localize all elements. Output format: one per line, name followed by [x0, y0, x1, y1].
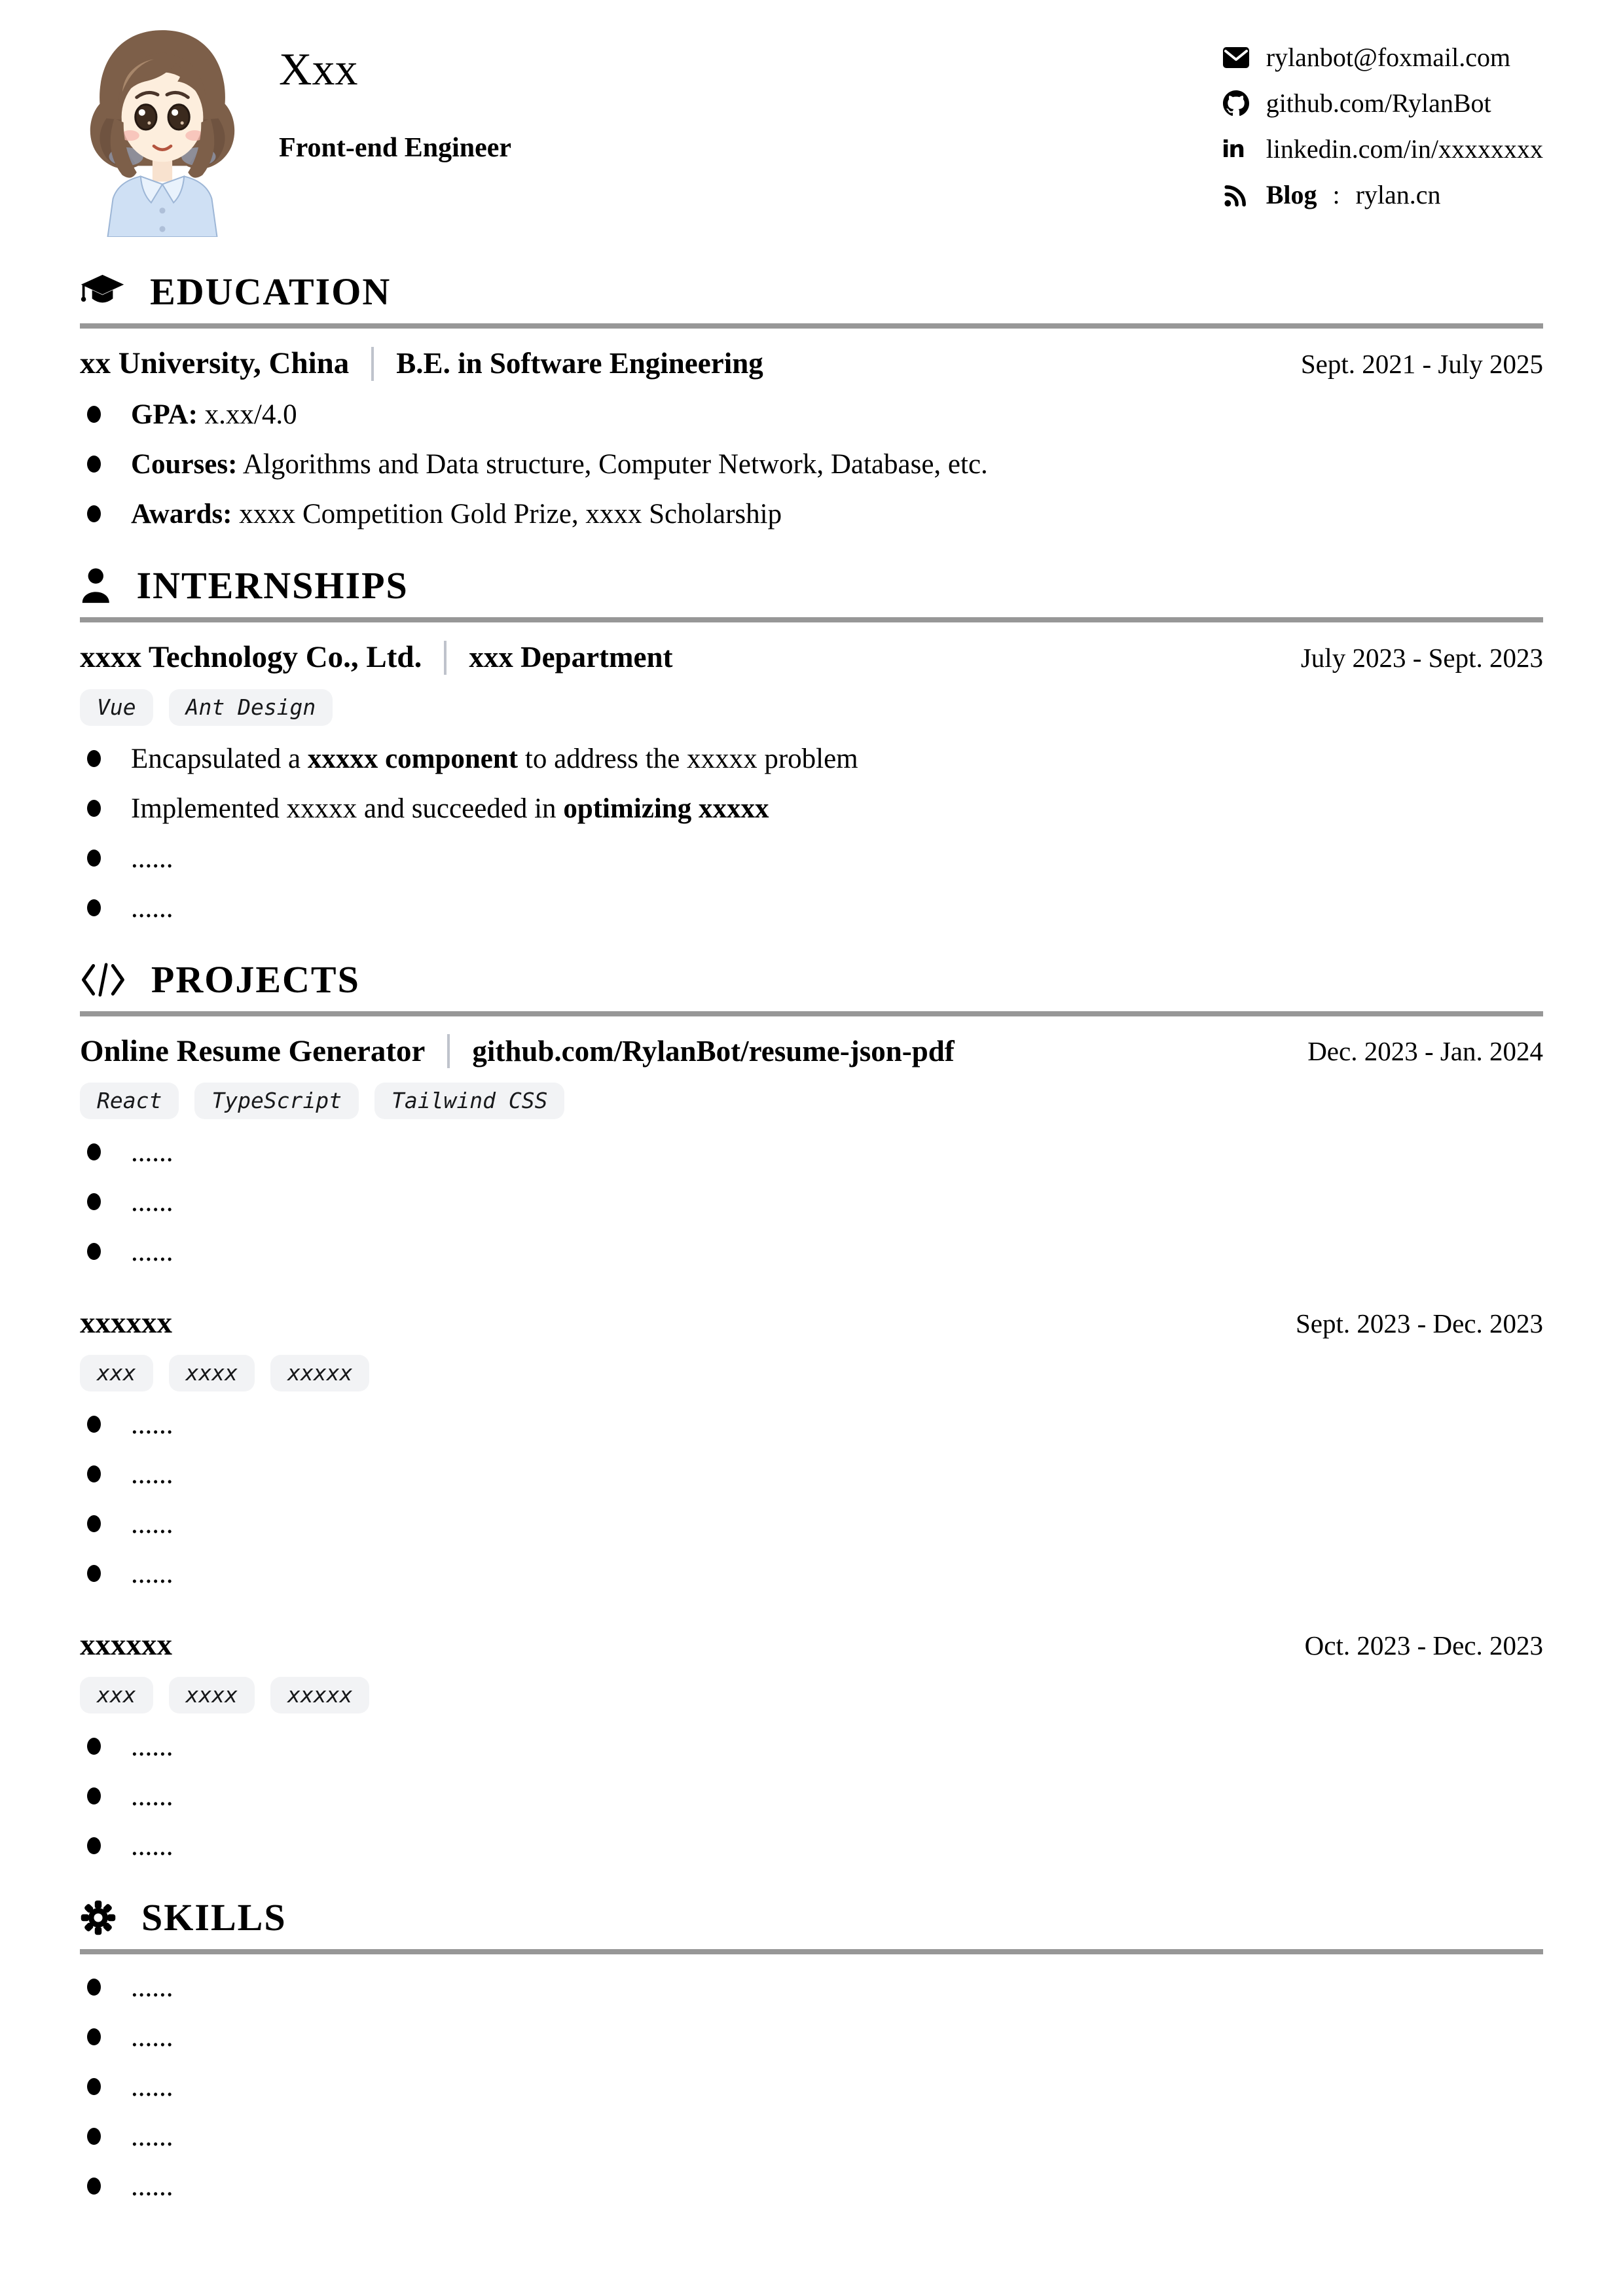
tech-tag: Vue: [80, 689, 153, 726]
section-title: INTERNSHIPS: [136, 564, 409, 607]
bullet-list: [80, 399, 1543, 531]
bullet-text: [131, 2121, 173, 2153]
section-header: [80, 271, 1543, 313]
bullet-text: [131, 448, 988, 481]
section-projects: [80, 959, 1543, 1863]
tag-list: [80, 1083, 1543, 1119]
bullet-text: [131, 842, 173, 875]
section-divider: [80, 1949, 1543, 1954]
bullet-text: [131, 1780, 173, 1813]
bullet-marker: [87, 406, 101, 423]
entry-date: Sept. 2021 - July 2025: [1300, 348, 1543, 379]
bullet-list: [80, 743, 1543, 925]
entry-subtitle: B.E. in Software Engineering: [396, 346, 763, 380]
bullet-text: [131, 1508, 173, 1541]
code-icon: [80, 961, 126, 998]
bullet-marker: [87, 1738, 101, 1755]
bullet-text: [131, 2071, 173, 2104]
mail-icon: [1222, 43, 1250, 72]
bullet-text-segment: GPA:: [131, 399, 198, 431]
bullet-text-segment: ......: [131, 1558, 173, 1590]
bullet-text-segment: ......: [131, 2121, 173, 2152]
bullet-text: [131, 498, 782, 531]
bullet-text-segment: ......: [131, 2170, 173, 2202]
entry-title: xxxxxx: [80, 1306, 172, 1340]
entry-date: Dec. 2023 - Jan. 2024: [1307, 1036, 1543, 1067]
tech-tag: Ant Design: [169, 689, 333, 726]
entry: [80, 1033, 1543, 1269]
bullet-item: [80, 1458, 1543, 1491]
section-divider: [80, 617, 1543, 622]
bullet-item: [80, 2170, 1543, 2203]
contact-value[interactable]: github.com/RylanBot: [1266, 88, 1491, 118]
contact-value[interactable]: linkedin.com/in/xxxxxxxx: [1266, 134, 1543, 164]
bullet-item: [80, 2021, 1543, 2054]
bullet-text: [131, 1186, 173, 1219]
bullet-text: [131, 743, 858, 776]
bullet-text-segment: Courses:: [131, 449, 238, 480]
bullet-text: [131, 1236, 173, 1268]
entry-header: [80, 1305, 1543, 1341]
tech-tag: Tailwind CSS: [374, 1083, 564, 1119]
entry-title: xxxxxx: [80, 1628, 172, 1662]
bullet-text-segment: ......: [131, 2071, 173, 2102]
bullet-text-segment: x.xx/4.0: [197, 399, 297, 431]
bullet-item: [80, 1971, 1543, 2004]
section-title: SKILLS: [141, 1895, 287, 1939]
bullet-item: [80, 498, 1543, 531]
bullet-text: [131, 1830, 173, 1863]
bullet-text-segment: to address the xxxxx problem: [518, 743, 858, 774]
section-internships: [80, 565, 1543, 925]
bullet-text: [131, 892, 173, 925]
rss-icon: [1222, 181, 1250, 209]
bullet-item: [80, 399, 1543, 431]
bullet-marker: [87, 1837, 101, 1854]
bullet-item: [80, 1731, 1543, 1763]
entry: [80, 1971, 1543, 2203]
entry: [80, 1305, 1543, 1590]
entry: [80, 1627, 1543, 1863]
bullet-text-segment: optimizing xxxxx: [563, 793, 769, 824]
bullet-text-segment: ......: [131, 1459, 173, 1490]
bullet-text-segment: ......: [131, 1780, 173, 1812]
tech-tag: xxxx: [169, 1355, 255, 1391]
bullet-item: [80, 1186, 1543, 1219]
bullet-marker: [87, 1565, 101, 1582]
entry-title: xxxx Technology Co., Ltd.: [80, 640, 422, 675]
section-skills: [80, 1897, 1543, 2203]
bullet-marker: [87, 1243, 101, 1260]
bullet-item: [80, 1558, 1543, 1590]
bullet-text-segment: ......: [131, 892, 173, 924]
bullet-item: [80, 793, 1543, 825]
entry-date: Sept. 2023 - Dec. 2023: [1295, 1308, 1543, 1339]
contact-separator: :: [1332, 180, 1340, 209]
section-education: [80, 271, 1543, 531]
avatar: [80, 20, 245, 237]
bullet-text-segment: ......: [131, 1971, 173, 2003]
bullet-marker: [87, 1979, 101, 1996]
tech-tag: React: [80, 1083, 179, 1119]
bullet-marker: [87, 899, 101, 916]
bullet-text-segment: ......: [131, 1509, 173, 1540]
bullet-item: [80, 448, 1543, 481]
graduation-cap-icon: [80, 274, 125, 310]
section-header: [80, 1897, 1543, 1939]
contact-label: Blog: [1266, 180, 1317, 209]
bullet-text-segment: xxxxx component: [307, 743, 519, 774]
tech-tag: TypeScript: [194, 1083, 359, 1119]
resume-sections: [80, 271, 1543, 2203]
bullet-item: [80, 2071, 1543, 2104]
bullet-text-segment: ......: [131, 842, 173, 874]
identity-block: [279, 20, 511, 164]
bullet-text-segment: Awards:: [131, 499, 232, 530]
entry-header: [80, 639, 1543, 675]
tag-list: [80, 1677, 1543, 1713]
entry-header: [80, 346, 1543, 382]
title-separator: [447, 1034, 450, 1068]
contact-list: [1222, 20, 1543, 210]
contact-item[interactable]: [1222, 134, 1543, 164]
person-icon: [80, 567, 112, 604]
bullet-item: [80, 1408, 1543, 1441]
section-title: PROJECTS: [151, 958, 360, 1001]
bullet-marker: [87, 800, 101, 817]
entry-title: Online Resume Generator: [80, 1033, 426, 1068]
bullet-text-segment: xxxx Competition Gold Prize, xxxx Scholarship: [232, 499, 782, 530]
bullet-text-segment: Algorithms and Data structure, Computer Network, Database, etc.: [237, 449, 988, 480]
entry-header: [80, 1033, 1543, 1069]
bullet-text-segment: ......: [131, 2021, 173, 2053]
tech-tag: xxx: [80, 1355, 153, 1391]
bullet-item: [80, 2121, 1543, 2153]
bullet-text: [131, 1136, 173, 1169]
bullet-list: [80, 1408, 1543, 1590]
section-header: [80, 959, 1543, 1001]
bullet-text: [131, 1408, 173, 1441]
bullet-item: [80, 892, 1543, 925]
entry-subtitle: xxx Department: [469, 641, 673, 674]
bullet-item: [80, 842, 1543, 875]
bullet-text-segment: ......: [131, 1731, 173, 1762]
bullet-text: [131, 1458, 173, 1491]
entry: [80, 639, 1543, 925]
section-divider: [80, 323, 1543, 329]
bullet-text-segment: ......: [131, 1409, 173, 1441]
bullet-list: [80, 1136, 1543, 1268]
bullet-text: [131, 2170, 173, 2203]
bullet-marker: [87, 505, 101, 522]
resume-header: [80, 20, 1543, 237]
bullet-text: [131, 1971, 173, 2004]
entry-header: [80, 1627, 1543, 1663]
bullet-marker: [87, 2128, 101, 2145]
bullet-item: [80, 1236, 1543, 1268]
entry-date: Oct. 2023 - Dec. 2023: [1304, 1630, 1543, 1660]
tag-list: [80, 689, 1543, 726]
avatar-illustration: [80, 20, 245, 237]
entry-title: xx University, China: [80, 346, 350, 380]
bullet-text: [131, 399, 297, 431]
section-title: EDUCATION: [150, 270, 392, 313]
bullet-marker: [87, 1787, 101, 1804]
bullet-text: [131, 1731, 173, 1763]
bullet-text: [131, 793, 769, 825]
title-separator: [371, 347, 374, 381]
bullet-item: [80, 1136, 1543, 1169]
entry: [80, 346, 1543, 531]
bullet-text-segment: ......: [131, 1137, 173, 1168]
bullet-item: [80, 1830, 1543, 1863]
tech-tag: xxxxx: [270, 1355, 369, 1391]
svg-text:in: in: [1221, 135, 1244, 162]
entry-subtitle-link[interactable]: github.com/RylanBot/resume-json-pdf: [472, 1034, 955, 1067]
gear-icon: [80, 1899, 117, 1936]
title-separator: [444, 641, 447, 675]
bullet-marker: [87, 456, 101, 473]
bullet-text-segment: ......: [131, 1830, 173, 1861]
bullet-marker: [87, 2028, 101, 2045]
section-divider: [80, 1011, 1543, 1016]
bullet-text-segment: Encapsulated a: [131, 743, 308, 774]
person-name: Xxx: [279, 45, 358, 95]
contact-item[interactable]: [1222, 88, 1543, 118]
bullet-text: [131, 2021, 173, 2054]
bullet-marker: [87, 850, 101, 867]
bullet-marker: [87, 2078, 101, 2095]
linkedin-icon: [1222, 135, 1250, 164]
bullet-marker: [87, 1193, 101, 1210]
bullet-list: [80, 1971, 1543, 2203]
bullet-marker: [87, 1143, 101, 1160]
contact-value[interactable]: rylan.cn: [1355, 180, 1441, 209]
job-title: Front-end Engineer: [279, 133, 512, 163]
section-header: [80, 565, 1543, 607]
contact-value[interactable]: rylanbot@foxmail.com: [1266, 43, 1511, 72]
bullet-list: [80, 1731, 1543, 1863]
contact-item[interactable]: [1222, 42, 1543, 73]
tech-tag: xxx: [80, 1677, 153, 1713]
contact-item[interactable]: [1222, 179, 1543, 210]
github-icon: [1222, 89, 1250, 118]
bullet-text-segment: ......: [131, 1236, 173, 1268]
bullet-marker: [87, 750, 101, 767]
bullet-item: [80, 743, 1543, 776]
bullet-marker: [87, 1465, 101, 1482]
bullet-item: [80, 1780, 1543, 1813]
bullet-text-segment: ......: [131, 1187, 173, 1218]
bullet-marker: [87, 1416, 101, 1433]
tech-tag: xxxx: [169, 1677, 255, 1713]
entry-date: July 2023 - Sept. 2023: [1300, 642, 1543, 673]
bullet-marker: [87, 1515, 101, 1532]
bullet-item: [80, 1508, 1543, 1541]
tech-tag: xxxxx: [270, 1677, 369, 1713]
bullet-text-segment: Implemented xxxxx and succeeded in: [131, 793, 564, 824]
tag-list: [80, 1355, 1543, 1391]
bullet-marker: [87, 2178, 101, 2195]
bullet-text: [131, 1558, 173, 1590]
